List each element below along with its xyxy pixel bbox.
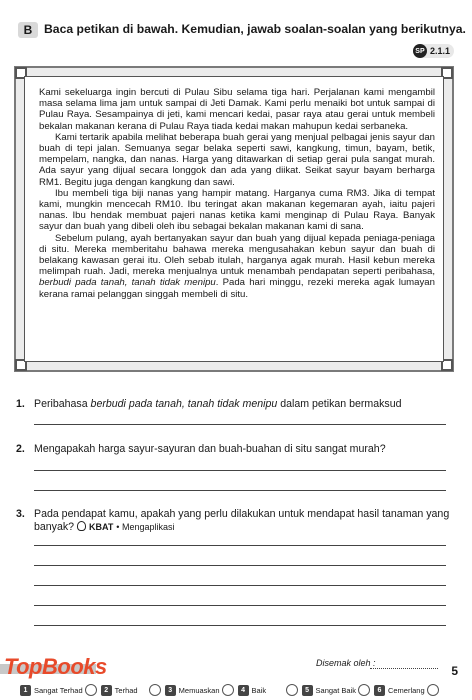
rating-5-label: Sangat Baik [315, 685, 356, 695]
rating-1-label: Sangat Terhad [34, 685, 83, 695]
question-1-italic: berbudi pada tanah, tanah tidak menipu [90, 398, 278, 410]
rating-6-label: Cemerlang [387, 685, 425, 695]
rating-4-number: 4 [238, 685, 249, 696]
sp-code: 2.1.1 [429, 46, 450, 56]
rating-3-number: 3 [165, 685, 176, 696]
passage-paragraph-4-text: Sebelum pulang, ayah bertanyakan sayur dan buah yang dijual kepada peniaga-peniaga di situ. Mereka memberitahu bahawa mereka mengusahakan kebun sayur dan buah di belakang kawasan gerai itu. Oleh sebab itulah, harganya agak murah. Hasil kebun mereka melimpah ruah. Jadi, mereka menjualnya untuk menambah pendapatan seperti peribahasa, [39, 232, 435, 278]
sp-label: SP [413, 44, 427, 58]
passage-paragraph-3: Ibu membeli tiga biji nanas yang hampir matang. Harganya cuma RM3. Jika di tempat kami, mungkin mencecah RM10. Ibu teringat akan makanan kegemaran ayah, iaitu pajeri nanas. Ibu hendak membuat pajeri nanas ketika kami menginap di Pulau Raya. Banyak sayur dan buah yang dibeli oleh ibu sebagai bekalan makanan kami di sana. [39, 187, 435, 233]
rating-2-checkbox[interactable] [149, 684, 161, 696]
checked-by-signature-line[interactable] [370, 668, 438, 669]
passage-paragraph-1: Kami sekeluarga ingin bercuti di Pulau Sibu selama tiga hari. Perjalanan kami mengambil masa selama lima jam untuk sampai di Jeti Damak. Kami perlu menaiki bot untuk sampai di Pulau Raya. Sesampainya di jeti, kami mencari kedai, pasar raya atau gerai untuk membeli bekalan makanan kerana di Pulau Raya tiada kedai makan mahupun kedai serbaneka. [39, 87, 435, 132]
page-number: 5 [451, 664, 458, 678]
answer-line-3c[interactable] [34, 585, 446, 586]
rating-6-checkbox[interactable] [427, 684, 439, 696]
question-1-text-a: Peribahasa [34, 398, 91, 410]
passage-frame [14, 66, 454, 372]
section-instruction: Baca petikan di bawah. Kemudian, jawab soalan-soalan yang berikutnya. [44, 22, 466, 36]
question-2-number: 2. [16, 443, 25, 455]
answer-line-2a[interactable] [34, 470, 446, 471]
rating-scale [20, 682, 450, 698]
rating-3[interactable] [165, 684, 234, 696]
rating-4-checkbox[interactable] [286, 684, 298, 696]
rating-1-checkbox[interactable] [85, 684, 97, 696]
section-header [18, 22, 466, 62]
rating-6-number: 6 [374, 685, 385, 696]
rating-4[interactable] [238, 684, 298, 696]
publisher-logo: TopBooks [4, 654, 107, 679]
question-3-text [34, 508, 456, 534]
kbat-skill: • Mengaplikasi [116, 522, 175, 532]
rating-2[interactable] [101, 684, 161, 696]
rating-3-checkbox[interactable] [222, 684, 234, 696]
passage-paragraph-4 [39, 233, 435, 300]
answer-line-3d[interactable] [34, 605, 446, 606]
answer-line-3a[interactable] [34, 545, 446, 546]
answer-line-1[interactable] [34, 424, 446, 425]
reading-passage [39, 87, 435, 300]
kbat-label: KBAT [89, 522, 114, 532]
answer-line-2b[interactable] [34, 490, 446, 491]
passage-paragraph-2: Kami tertarik apabila melihat beberapa buah gerai yang menjual pelbagai jenis sayur dan buah di tepi jalan. Semuanya segar belaka seperti sawi, kangkung, timun, bayam, betik, mempelam, nangka, dan nanas. Harga yang ditawarkan di setiap gerai pula sangat murah. Ada sayur yang dijual secara longgok dan ada yang diikat. Seikat sayur bayam berharga RM1. Begitu juga dengan kangkung dan sawi. [39, 131, 435, 188]
page-footer [0, 650, 472, 700]
lightbulb-icon [77, 521, 86, 531]
passage-paragraph-4-end: . Pada hari minggu, rezeki mereka agak lumayan kerana ramai pelanggan singgah membeli di situ. [39, 277, 435, 300]
question-1-text-b: dalam petikan bermaksud [277, 398, 402, 410]
sp-standard-tag [413, 44, 454, 58]
section-badge: B [18, 22, 38, 38]
question-3-number: 3. [16, 508, 25, 520]
rating-2-number: 2 [101, 685, 112, 696]
checked-by-label: Disemak oleh : [316, 658, 376, 668]
rating-2-label: Terhad [114, 685, 138, 695]
answer-line-3b[interactable] [34, 565, 446, 566]
question-1-number: 1. [16, 398, 25, 410]
question-2-text: Mengapakah harga sayur-sayuran dan buah-buahan di situ sangat murah? [34, 443, 386, 455]
question-3-text-main: Pada pendapat kamu, apakah yang perlu dilakukan untuk mendapat hasil tanaman yang banyak? [34, 508, 450, 533]
rating-3-label: Memuaskan [178, 685, 220, 695]
rating-1-number: 1 [20, 685, 31, 696]
rating-5-number: 5 [302, 685, 313, 696]
rating-1[interactable] [20, 684, 97, 696]
question-1-text [34, 398, 456, 411]
passage-box [24, 76, 444, 362]
answer-line-3e[interactable] [34, 625, 446, 626]
rating-6[interactable] [374, 684, 439, 696]
rating-5-checkbox[interactable] [358, 684, 370, 696]
passage-proverb: berbudi pada tanah, tanah tidak menipu [39, 277, 216, 289]
rating-5[interactable] [302, 684, 370, 696]
rating-4-label: Baik [251, 685, 267, 695]
